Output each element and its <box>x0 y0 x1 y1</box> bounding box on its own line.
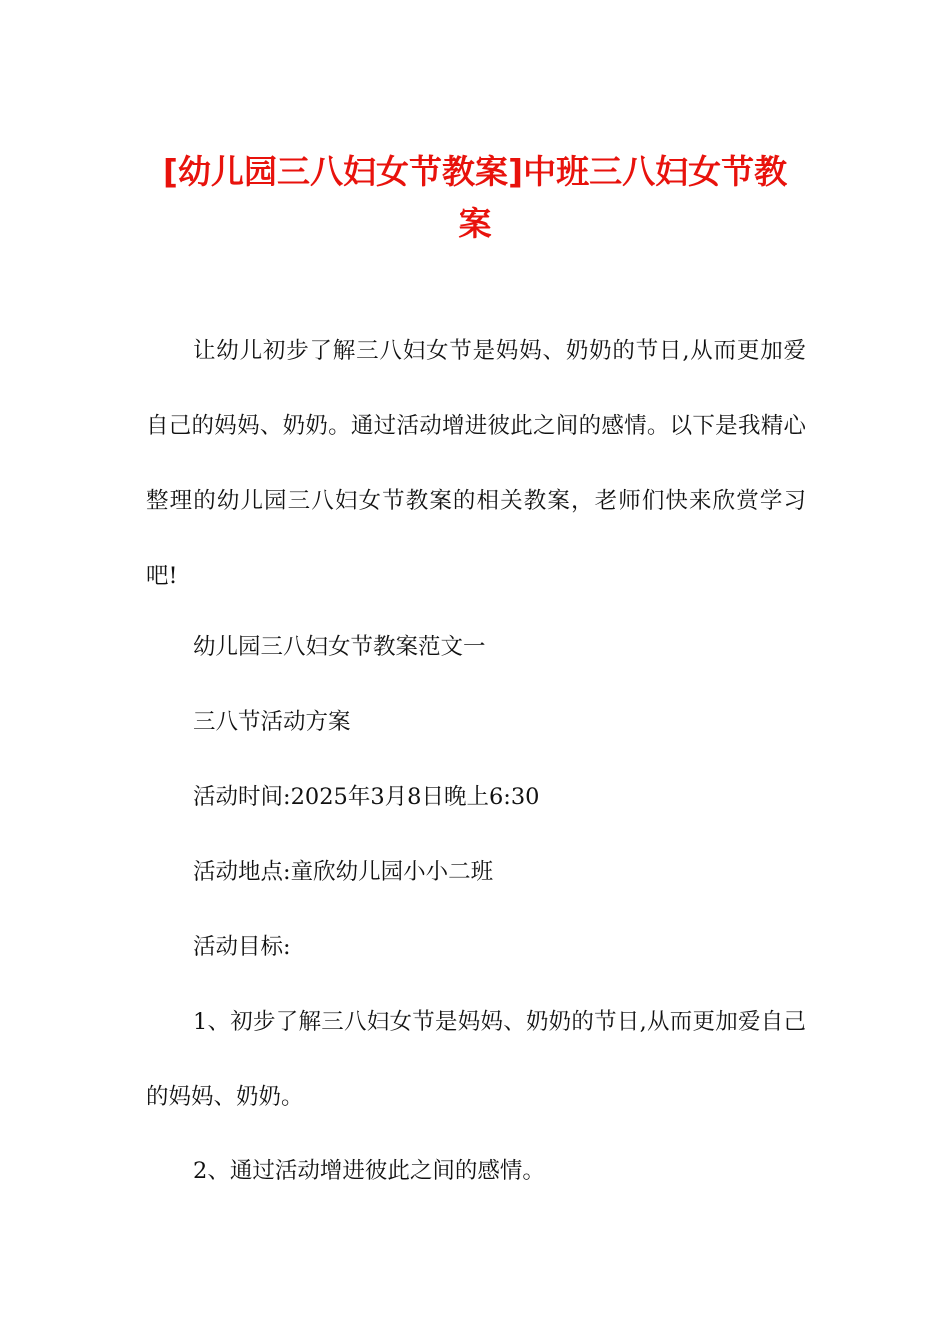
activity-place: 活动地点:童欣幼儿园小小二班 <box>193 859 494 885</box>
goal-item-1: 1、初步了解三八妇女节是妈妈、奶奶的节日,从而更加爱自己的妈妈、奶奶。 <box>146 1009 806 1110</box>
goals-label: 活动目标: <box>193 934 291 960</box>
section-title: 幼儿园三八妇女节教案范文一 <box>193 634 486 660</box>
plan-title: 三八节活动方案 <box>193 709 351 735</box>
intro-paragraph: 让幼儿初步了解三八妇女节是妈妈、奶奶的节日,从而更加爱自己的妈妈、奶奶。通过活动增进彼此之间的感情。以下是我精心整理的幼儿园三八妇女节教案的相关教案，老师们快来欣赏学习吧! <box>146 338 806 589</box>
activity-time: 活动时间:2025年3月8日晚上6:30 <box>193 784 540 810</box>
document-title: [幼儿园三八妇女节教案]中班三八妇女节教案 <box>162 152 788 243</box>
goal-item-2: 2、通过活动增进彼此之间的感情。 <box>193 1158 545 1184</box>
